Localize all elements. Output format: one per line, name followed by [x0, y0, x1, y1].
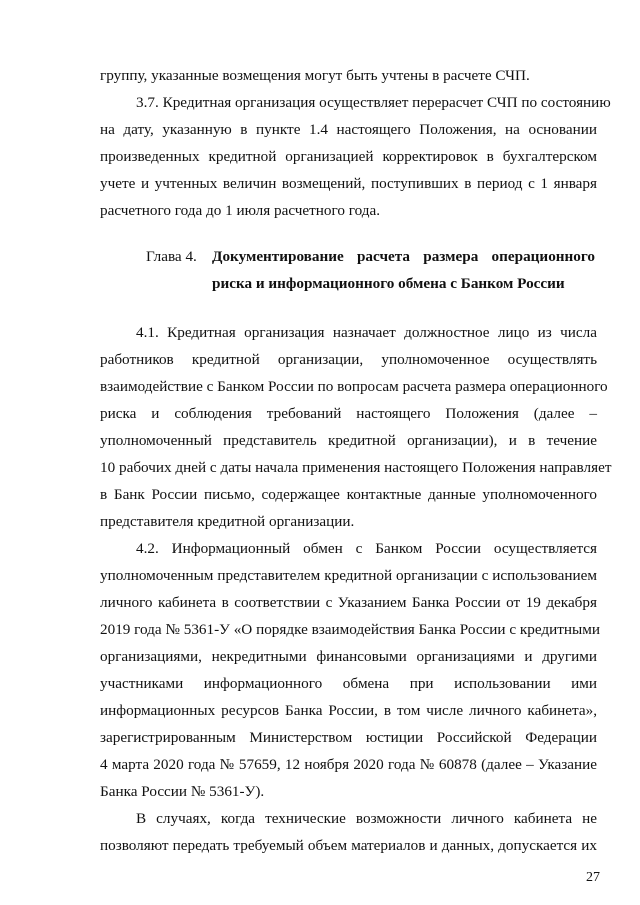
text-line: личного кабинета в соответствии с Указанием Банка России от 19 декабря [100, 594, 597, 611]
page-number: 27 [586, 870, 600, 885]
text-line: на дату, указанную в пункте 1.4 настоящего Положения, на основании [100, 121, 597, 138]
chapter-label: Глава 4. [146, 248, 197, 265]
text-line: уполномоченным представителем кредитной организации с использованием [100, 567, 597, 584]
text-line: расчетного года до 1 июля расчетного года. [100, 202, 381, 219]
text-line: в Банк России письмо, содержащее контактные данные уполномоченного [100, 486, 597, 503]
text-line: 4.2. Информационный обмен с Банком России осуществляется [136, 540, 597, 557]
text-line: 3.7. Кредитная организация осуществляет перерасчет СЧП по состоянию [136, 94, 611, 111]
text-line: взаимодействие с Банком России по вопросам расчета размера операционного [100, 378, 608, 395]
text-line: позволяют передать требуемый объем материалов и данных, допускается их [100, 837, 597, 854]
chapter-title-line: Документирование расчета размера операционного [212, 248, 595, 265]
text-line: информационных ресурсов Банка России, в том числе личного кабинета», [100, 702, 597, 719]
text-line: произведенных кредитной организацией корректировок в бухгалтерском [100, 148, 597, 165]
text-line: работников кредитной организации, уполномоченное осуществлять [100, 351, 597, 368]
text-line: 4 марта 2020 года № 57659, 12 ноября 2020 года № 60878 (далее – Указание [100, 756, 597, 773]
text-line: уполномоченный представитель кредитной организации), и в течение [100, 432, 597, 449]
text-line: учете и учтенных величин возмещений, поступивших в период с 1 января [100, 175, 597, 192]
text-line: участниками информационного обмена при использовании ими [100, 675, 597, 692]
text-line: Банка России № 5361-У). [100, 783, 265, 800]
text-line: 10 рабочих дней с даты начала применения настоящего Положения направляет [100, 459, 612, 476]
text-line: 2019 года № 5361-У «О порядке взаимодействия Банка России с кредитными [100, 621, 600, 638]
text-line: организациями, некредитными финансовыми организациями и другими [100, 648, 597, 665]
text-line: группу, указанные возмещения могут быть учтены в расчете СЧП. [100, 67, 530, 84]
text-line: В случаях, когда технические возможности личного кабинета не [136, 810, 597, 827]
text-line: представителя кредитной организации. [100, 513, 355, 530]
chapter-title-line: риска и информационного обмена с Банком России [212, 275, 565, 292]
text-line: зарегистрированным Министерством юстиции Российской Федерации [100, 729, 597, 746]
text-line: риска и соблюдения требований настоящего Положения (далее – [100, 405, 597, 422]
text-line: 4.1. Кредитная организация назначает должностное лицо из числа [136, 324, 597, 341]
